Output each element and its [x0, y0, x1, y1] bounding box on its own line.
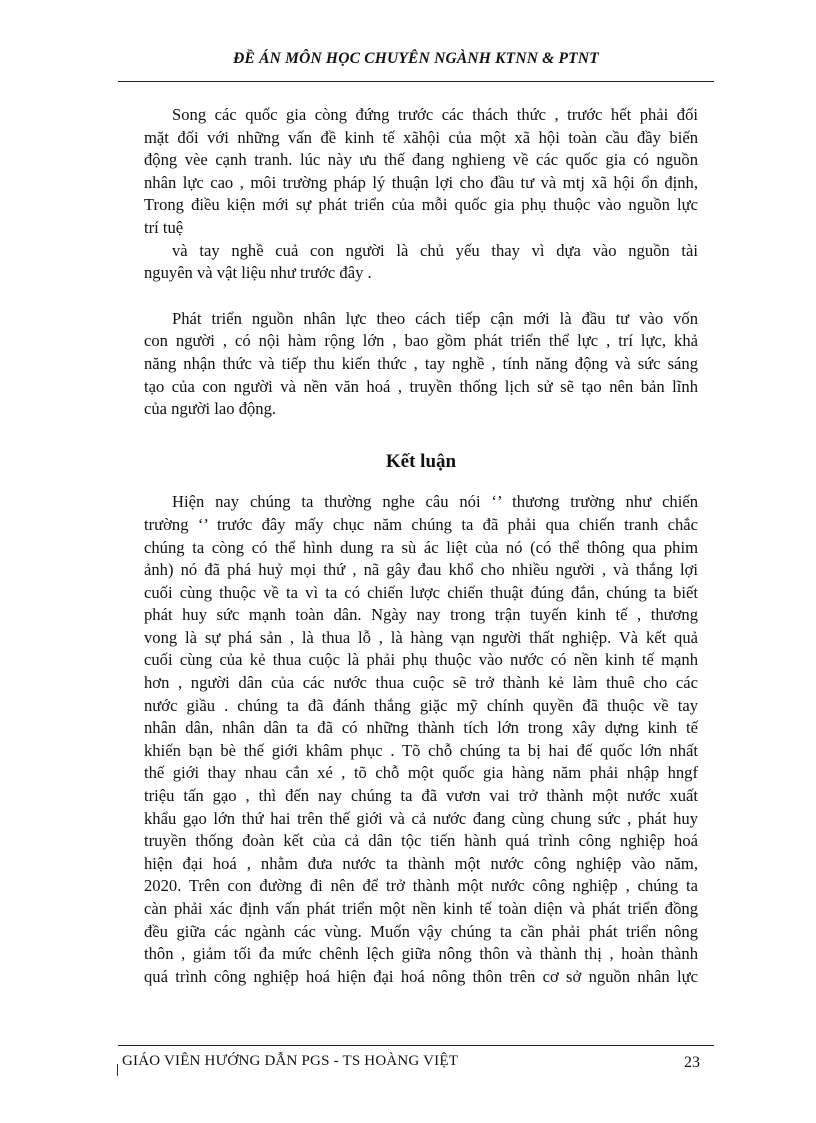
paragraph-3 [144, 491, 698, 988]
text-line: nhân lực cao , môi trường pháp lý thuận lợi cho đầu tư và mtj xã hội ổn định, [144, 172, 698, 192]
text-line: cuối cùng của kẻ thua cuộc là phải phụ thuộc vào nước có nền kinh tế mạnh [144, 650, 698, 670]
text-line: quá trình công nghiệp hoá hiện đại hoá nông thôn trên cơ sở nguồn nhân lực [144, 966, 698, 986]
text-line: trí tuệ [144, 217, 184, 237]
text-line: nước giầu . chúng ta đã đánh thắng giặc mỹ chính quyền đã thuộc về tay [144, 695, 698, 715]
text-line: mặt đối với những vấn đề kinh tế xãhội của một xã hội toàn cầu đầy biến [144, 127, 698, 147]
text-line: truyền thống đoàn kết của cả dân tộc tiến hành quá trình công nghiệp hoá [144, 831, 698, 851]
text-line: Hiện nay chúng ta thường nghe câu nói ‘’ thương trường như chiến [172, 492, 698, 512]
text-line: của người lao động. [144, 399, 277, 419]
text-line: thế giới thay nhau cắn xé , tõ chỗ một quốc gia hàng năm phải nhập hngf [144, 763, 698, 783]
text-line: Phát triển nguồn nhân lực theo cách tiếp cận mới là đầu tư vào vốn [172, 308, 698, 328]
text-line: Trong điều kiện mới sự phát triển của mỗi quốc gia phụ thuộc vào nguồn lực [144, 195, 698, 215]
text-line: trường ‘’ trước đây mấy chục năm chúng ta đã phải qua chiến tranh chắc [144, 514, 698, 534]
text-line: khẩu gạo lớn thứ hai trên thế giới và cả nước đang cùng chung sức , phát huy [144, 808, 698, 828]
text-line: triệu tấn gạo , thì đến nay chúng ta đã vươn vai trở thành một nước xuất [144, 786, 698, 806]
text-line: phát huy sức mạnh toàn dân. Ngày nay trong trận tuyến kinh tế , thương [144, 605, 698, 625]
text-line: đều giữa các ngành các vùng. Muốn vậy chúng ta cần phải phát triển nông [144, 921, 698, 941]
text-line: tạo của con người và nền văn hoá , truyền thống lịch sử sẽ tạo nên bản lĩnh [144, 376, 698, 396]
text-line: năng nhận thức và tiếp thu kiến thức , tay nghề , tính năng động và sức sáng [144, 353, 698, 373]
text-line: chúng ta còng có thể hình dung ra sù ác liệt của nó (có thể thông qua phim [144, 537, 698, 557]
text-line: con người , có nội hàm rộng lớn , bao gồm phát triển thể lực , trí lực, khả [144, 331, 698, 351]
document-body [144, 100, 698, 988]
text-line: và tay nghề cuả con người là chủ yếu thay vì dựa vào nguồn tài [172, 240, 698, 260]
paragraph-1 [144, 104, 698, 285]
text-line: khiến bạn bè thế giới khâm phục . Tõ chỗ chúng ta bị hai đế quốc lớn nhất [144, 740, 698, 760]
text-line: thôn , giảm tối đa mức chênh lệch giữa nông thôn và thành thị , hoàn thành [144, 944, 698, 964]
text-line: hiện đại hoá , nhằm đưa nước ta thành một nước công nghiệp vào năm, [144, 853, 698, 873]
text-line: động vèe cạnh tranh. lúc này ưu thế đang nghieng về các quốc gia có nguồn [144, 150, 698, 170]
text-line: Song các quốc gia còng đứng trước các thách thức , trước hết phải đối [172, 105, 698, 124]
page-number: 23 [684, 1054, 700, 1071]
text-line: nguyên và vật liệu như trước đây . [144, 263, 372, 283]
footer-mark [117, 1064, 118, 1076]
text-line: càn phải xác định vấn phát triển một nền kinh tế toàn diện và phát triển đồng [144, 899, 698, 918]
header-divider [118, 81, 714, 82]
text-line: ảnh) nó đã phá huỷ mọi thứ , nã gây đau khổ cho nhiều người , và thắng lợi [144, 560, 698, 580]
footer-divider [118, 1045, 714, 1046]
footer-supervisor: GIÁO VIÊN HƯỚNG DẪN PGS - TS HOÀNG VIỆT [122, 1053, 459, 1069]
text-line: nhân dân, nhân dân ta đã có những thành tích lớn trong xây dựng kinh tế [144, 718, 698, 738]
paragraph-2 [144, 308, 698, 421]
text-line: 2020. Trên con đường đi nên để trở thành một nước công nghiệp , chúng ta [144, 876, 698, 896]
text-line: vong là sự phá sản , là thua lỗ , là hàng vạn người thất nghiệp. Và kết quả [144, 627, 698, 647]
text-line: hơn , người dân của các nước thua cuộc sẽ trở thành kẻ làm thuê cho các [144, 673, 698, 693]
section-heading: Kết luận [385, 450, 457, 472]
page-header-title: ĐỀ ÁN MÔN HỌC CHUYÊN NGÀNH KTNN & PTNT [233, 50, 599, 67]
text-line: cuối cùng thuộc về ta vì ta có chiến lược chiến thuật đúng đắn, chúng ta biết [144, 582, 698, 602]
